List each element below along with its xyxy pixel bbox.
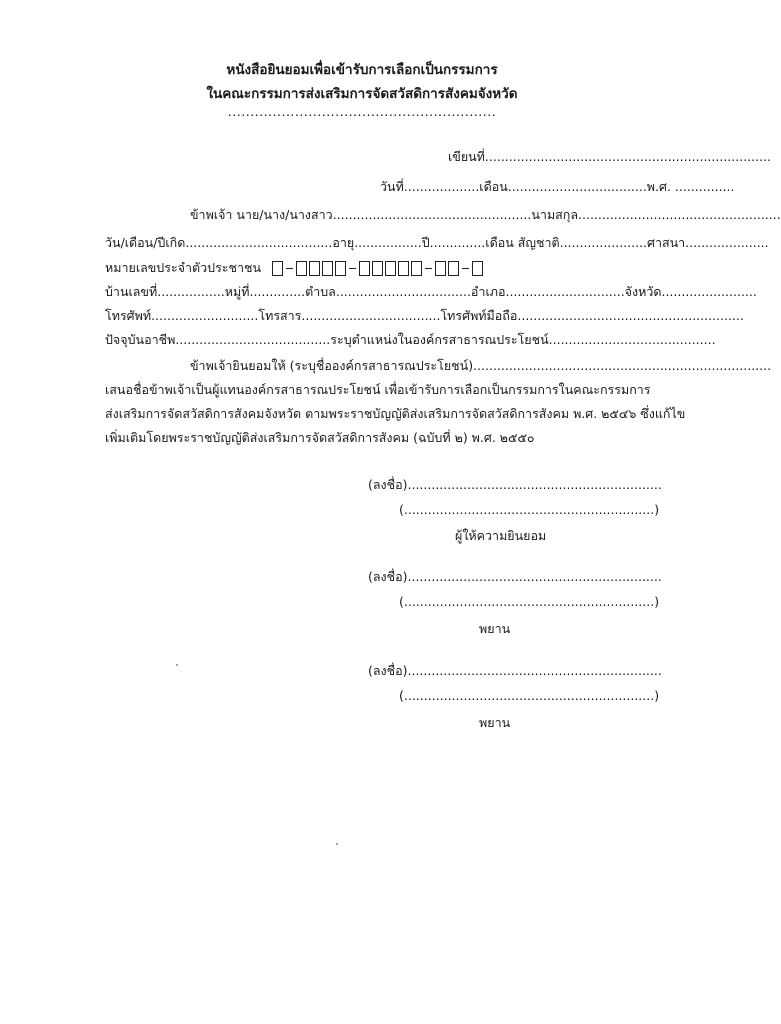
id-separator bbox=[462, 268, 469, 269]
birth-row: วัน/เดือน/ปีเกิด.....................................อายุ.................ปี..............เดือน สัญชาติ......................ศาสนา..................... bbox=[105, 235, 769, 250]
signature-line: (ลงชื่อ)................................................................ bbox=[368, 663, 662, 678]
written-at-field: เขียนที่........................................................................ bbox=[448, 149, 772, 164]
signature-name-line: (...............................................................) bbox=[399, 594, 660, 609]
id-number-boxes bbox=[271, 261, 484, 276]
id-digit-box bbox=[385, 261, 396, 276]
id-separator bbox=[349, 268, 356, 269]
form-title-line2: ในคณะกรรมการส่งเสริมการจัดสวัสดิการสังคมจังหวัด bbox=[206, 86, 518, 102]
consent-line2: เสนอชื่อข้าพเจ้าเป็นผู้แทนองค์กรสาธารณประโยชน์ เพื่อเข้ารับการเลือกเป็นกรรมการในคณะกรรมการ bbox=[105, 382, 651, 397]
name-row: ข้าพเจ้า นาย/นาง/นางสาว..................................................นามสกุล................................................... bbox=[190, 207, 781, 222]
signature-name-line: (...............................................................) bbox=[399, 502, 660, 517]
id-digit-box bbox=[411, 261, 422, 276]
id-number-label: หมายเลขประจำตัวประชาชน bbox=[105, 260, 262, 275]
consent-line1: ข้าพเจ้ายินยอมให้ (ระบุชื่อองค์กรสาธารณประโยชน์)........................................................................... bbox=[190, 358, 772, 373]
form-title-dots: ............................................................ bbox=[227, 104, 497, 119]
id-digit-box bbox=[359, 261, 370, 276]
form-title-line1: หนังสือยินยอมเพื่อเข้ารับการเลือกเป็นกรรมการ bbox=[226, 62, 498, 78]
scan-speck bbox=[336, 843, 338, 845]
id-digit-box bbox=[296, 261, 307, 276]
id-digit-box bbox=[309, 261, 320, 276]
scan-speck bbox=[176, 664, 178, 666]
id-digit-box bbox=[322, 261, 333, 276]
occupation-row: ปัจจุบันอาชีพ.......................................ระบุตำแหน่งในองค์กรสาธารณประโยชน์.......................................... bbox=[105, 332, 716, 347]
id-number-row bbox=[105, 258, 484, 278]
id-separator bbox=[286, 268, 293, 269]
signature-line: (ลงชื่อ)................................................................ bbox=[368, 477, 662, 492]
signature-name-line: (...............................................................) bbox=[399, 688, 660, 703]
signature-role: ผู้ให้ความยินยอม bbox=[455, 528, 547, 543]
id-digit-box bbox=[448, 261, 459, 276]
consent-line3: ส่งเสริมการจัดสวัสดิการสังคมจังหวัด ตามพระราชบัญญัติส่งเสริมการจัดสวัสดิการสังคม พ.ศ. ๒๕๔๖ ซึ่งแก้ไข bbox=[105, 406, 686, 421]
id-digit-box bbox=[435, 261, 446, 276]
id-separator bbox=[425, 268, 432, 269]
consent-line4: เพิ่มเติมโดยพระราชบัญญัติส่งเสริมการจัดสวัสดิการสังคม (ฉบับที่ ๒) พ.ศ. ๒๕๕๐ bbox=[105, 430, 535, 445]
signature-role: พยาน bbox=[479, 715, 511, 730]
id-digit-box bbox=[398, 261, 409, 276]
id-digit-box bbox=[335, 261, 346, 276]
signature-role: พยาน bbox=[479, 621, 511, 636]
date-field: วันที่...................เดือน...................................พ.ศ. ............... bbox=[380, 179, 735, 194]
id-digit-box bbox=[272, 261, 283, 276]
phone-row: โทรศัพท์...........................โทรสาร...................................โทรศัพท์มือถือ......................................................... bbox=[105, 308, 744, 323]
id-digit-box bbox=[372, 261, 383, 276]
id-digit-box bbox=[472, 261, 483, 276]
signature-line: (ลงชื่อ)................................................................ bbox=[368, 569, 662, 584]
address-row: บ้านเลขที่.................หมู่ที่..............ตำบล..................................อำเภอ..............................จังหวัด........................ bbox=[105, 284, 757, 299]
